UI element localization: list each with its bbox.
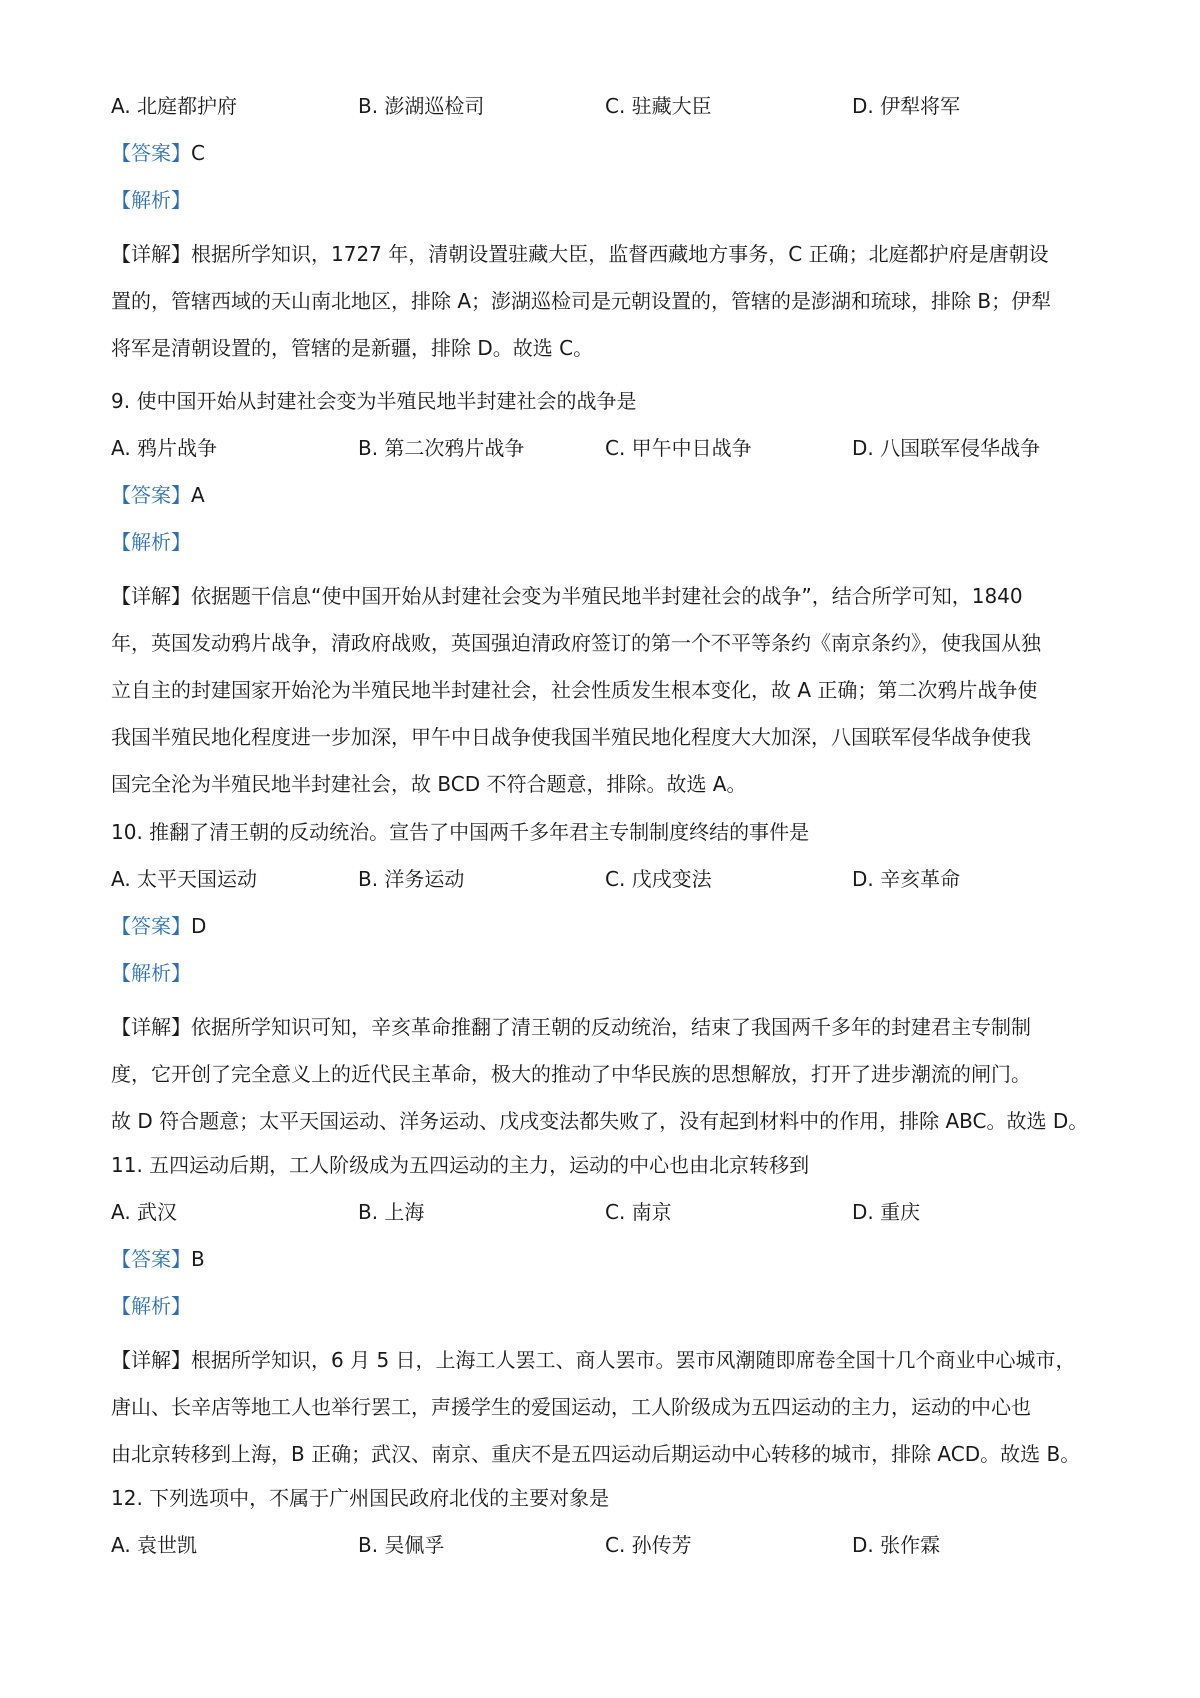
q9-option-d: D. 八国联军侵华战争 <box>852 436 1041 460</box>
q8-answer <box>111 139 205 167</box>
q9-option-c: C. 甲午中日战争 <box>605 436 752 460</box>
detail-line: 我国半殖民地化程度进一步加深，甲午中日战争使我国半殖民地化程度大大加深，八国联军侵华战争使我 <box>111 725 1031 749</box>
q11-question: 11. 五四运动后期，工人阶级成为五四运动的主力，运动的中心也由北京转移到 <box>111 1153 810 1177</box>
q12-option-d: D. 张作霖 <box>852 1533 941 1557</box>
detail-line: 国完全沦为半殖民地半封建社会，故 BCD 不符合题意，排除。故选 A。 <box>111 772 747 796</box>
detail-line: 【详解】根据所学知识，6 月 5 日，上海工人罢工、商人罢市。罢市风潮随即席卷全国十几个商业中心城市， <box>111 1348 1076 1372</box>
detail-line: 唐山、长辛店等地工人也举行罢工，声援学生的爱国运动，工人阶级成为五四运动的主力，运动的中心也 <box>111 1395 1031 1419</box>
q11-analysis-tag: 【解析】 <box>111 1294 191 1318</box>
q8-option-b: B. 澎湖巡检司 <box>358 94 485 118</box>
q10-question: 10. 推翻了清王朝的反动统治。宣告了中国两千多年君主专制制度终结的事件是 <box>111 820 810 844</box>
q11-option-c: C. 南京 <box>605 1200 672 1224</box>
detail-line: 将军是清朝设置的，管辖的是新疆，排除 D。故选 C。 <box>111 336 594 360</box>
q11-option-b: B. 上海 <box>358 1200 425 1224</box>
q12-question: 12. 下列选项中，不属于广州国民政府北伐的主要对象是 <box>111 1486 610 1510</box>
detail-line: 立自主的封建国家开始沦为半殖民地半封建社会，社会性质发生根本变化，故 A 正确；第二次鸦片战争使 <box>111 678 1038 702</box>
q9-question: 9. 使中国开始从封建社会变为半殖民地半封建社会的战争是 <box>111 389 637 413</box>
q10-option-c: C. 戊戌变法 <box>605 867 712 891</box>
q9-option-b: B. 第二次鸦片战争 <box>358 436 525 460</box>
q12-option-c: C. 孙传芳 <box>605 1533 692 1557</box>
detail-line: 由北京转移到上海，B 正确；武汉、南京、重庆不是五四运动后期运动中心转移的城市，排除 ACD。故选 B。 <box>111 1442 1081 1466</box>
q11-detail <box>111 1337 1097 1478</box>
detail-line: 年，英国发动鸦片战争，清政府战败，英国强迫清政府签订的第一个不平等条约《南京条约》，使我国从独 <box>111 631 1041 655</box>
q11-option-d: D. 重庆 <box>852 1200 921 1224</box>
detail-line: 故 D 符合题意；太平天国运动、洋务运动、戊戌变法都失败了，没有起到材料中的作用，排除 ABC。故选 D。 <box>111 1109 1089 1133</box>
answer-value: B <box>191 1247 205 1271</box>
detail-line: 置的，管辖西域的天山南北地区，排除 A；澎湖巡检司是元朝设置的，管辖的是澎湖和琉球，排除 B；伊犁 <box>111 289 1052 313</box>
detail-line: 【详解】依据所学知识可知，辛亥革命推翻了清王朝的反动统治，结束了我国两千多年的封建君主专制制 <box>111 1015 1031 1039</box>
q12-option-b: B. 吴佩孚 <box>358 1533 445 1557</box>
answer-tag: 【答案】 <box>111 1247 191 1271</box>
detail-tag: 【详解】 <box>111 584 191 608</box>
detail-tag: 【详解】 <box>111 1015 191 1039</box>
q8-option-c: C. 驻藏大臣 <box>605 94 712 118</box>
q8-analysis-tag: 【解析】 <box>111 188 191 212</box>
answer-tag: 【答案】 <box>111 483 191 507</box>
detail-line: 度，它开创了完全意义上的近代民主革命，极大的推动了中华民族的思想解放，打开了进步潮流的闸门。 <box>111 1062 1031 1086</box>
q9-detail <box>111 573 1097 808</box>
answer-tag: 【答案】 <box>111 141 191 165</box>
detail-tag: 【详解】 <box>111 242 191 266</box>
q8-detail <box>111 231 1097 372</box>
detail-line: 【详解】根据所学知识，1727 年，清朝设置驻藏大臣，监督西藏地方事务，C 正确；北庭都护府是唐朝设 <box>111 242 1049 266</box>
q11-option-a: A. 武汉 <box>111 1200 178 1224</box>
q8-option-a: A. 北庭都护府 <box>111 94 238 118</box>
q11-answer <box>111 1245 205 1273</box>
answer-tag: 【答案】 <box>111 914 191 938</box>
answer-value: A <box>191 483 205 507</box>
answer-value: C <box>191 141 205 165</box>
q9-answer <box>111 481 205 509</box>
answer-value: D <box>191 914 207 938</box>
q10-detail <box>111 1004 1097 1145</box>
q10-option-b: B. 洋务运动 <box>358 867 465 891</box>
q8-option-d: D. 伊犁将军 <box>852 94 961 118</box>
q9-analysis-tag: 【解析】 <box>111 530 191 554</box>
detail-tag: 【详解】 <box>111 1348 191 1372</box>
q10-option-d: D. 辛亥革命 <box>852 867 961 891</box>
detail-line: 【详解】依据题干信息“使中国开始从封建社会变为半殖民地半封建社会的战争”，结合所学可知，1840 <box>111 584 1023 608</box>
q10-option-a: A. 太平天国运动 <box>111 867 258 891</box>
q10-analysis-tag: 【解析】 <box>111 961 191 985</box>
q9-option-a: A. 鸦片战争 <box>111 436 218 460</box>
q12-option-a: A. 袁世凯 <box>111 1533 198 1557</box>
q10-answer <box>111 912 206 940</box>
